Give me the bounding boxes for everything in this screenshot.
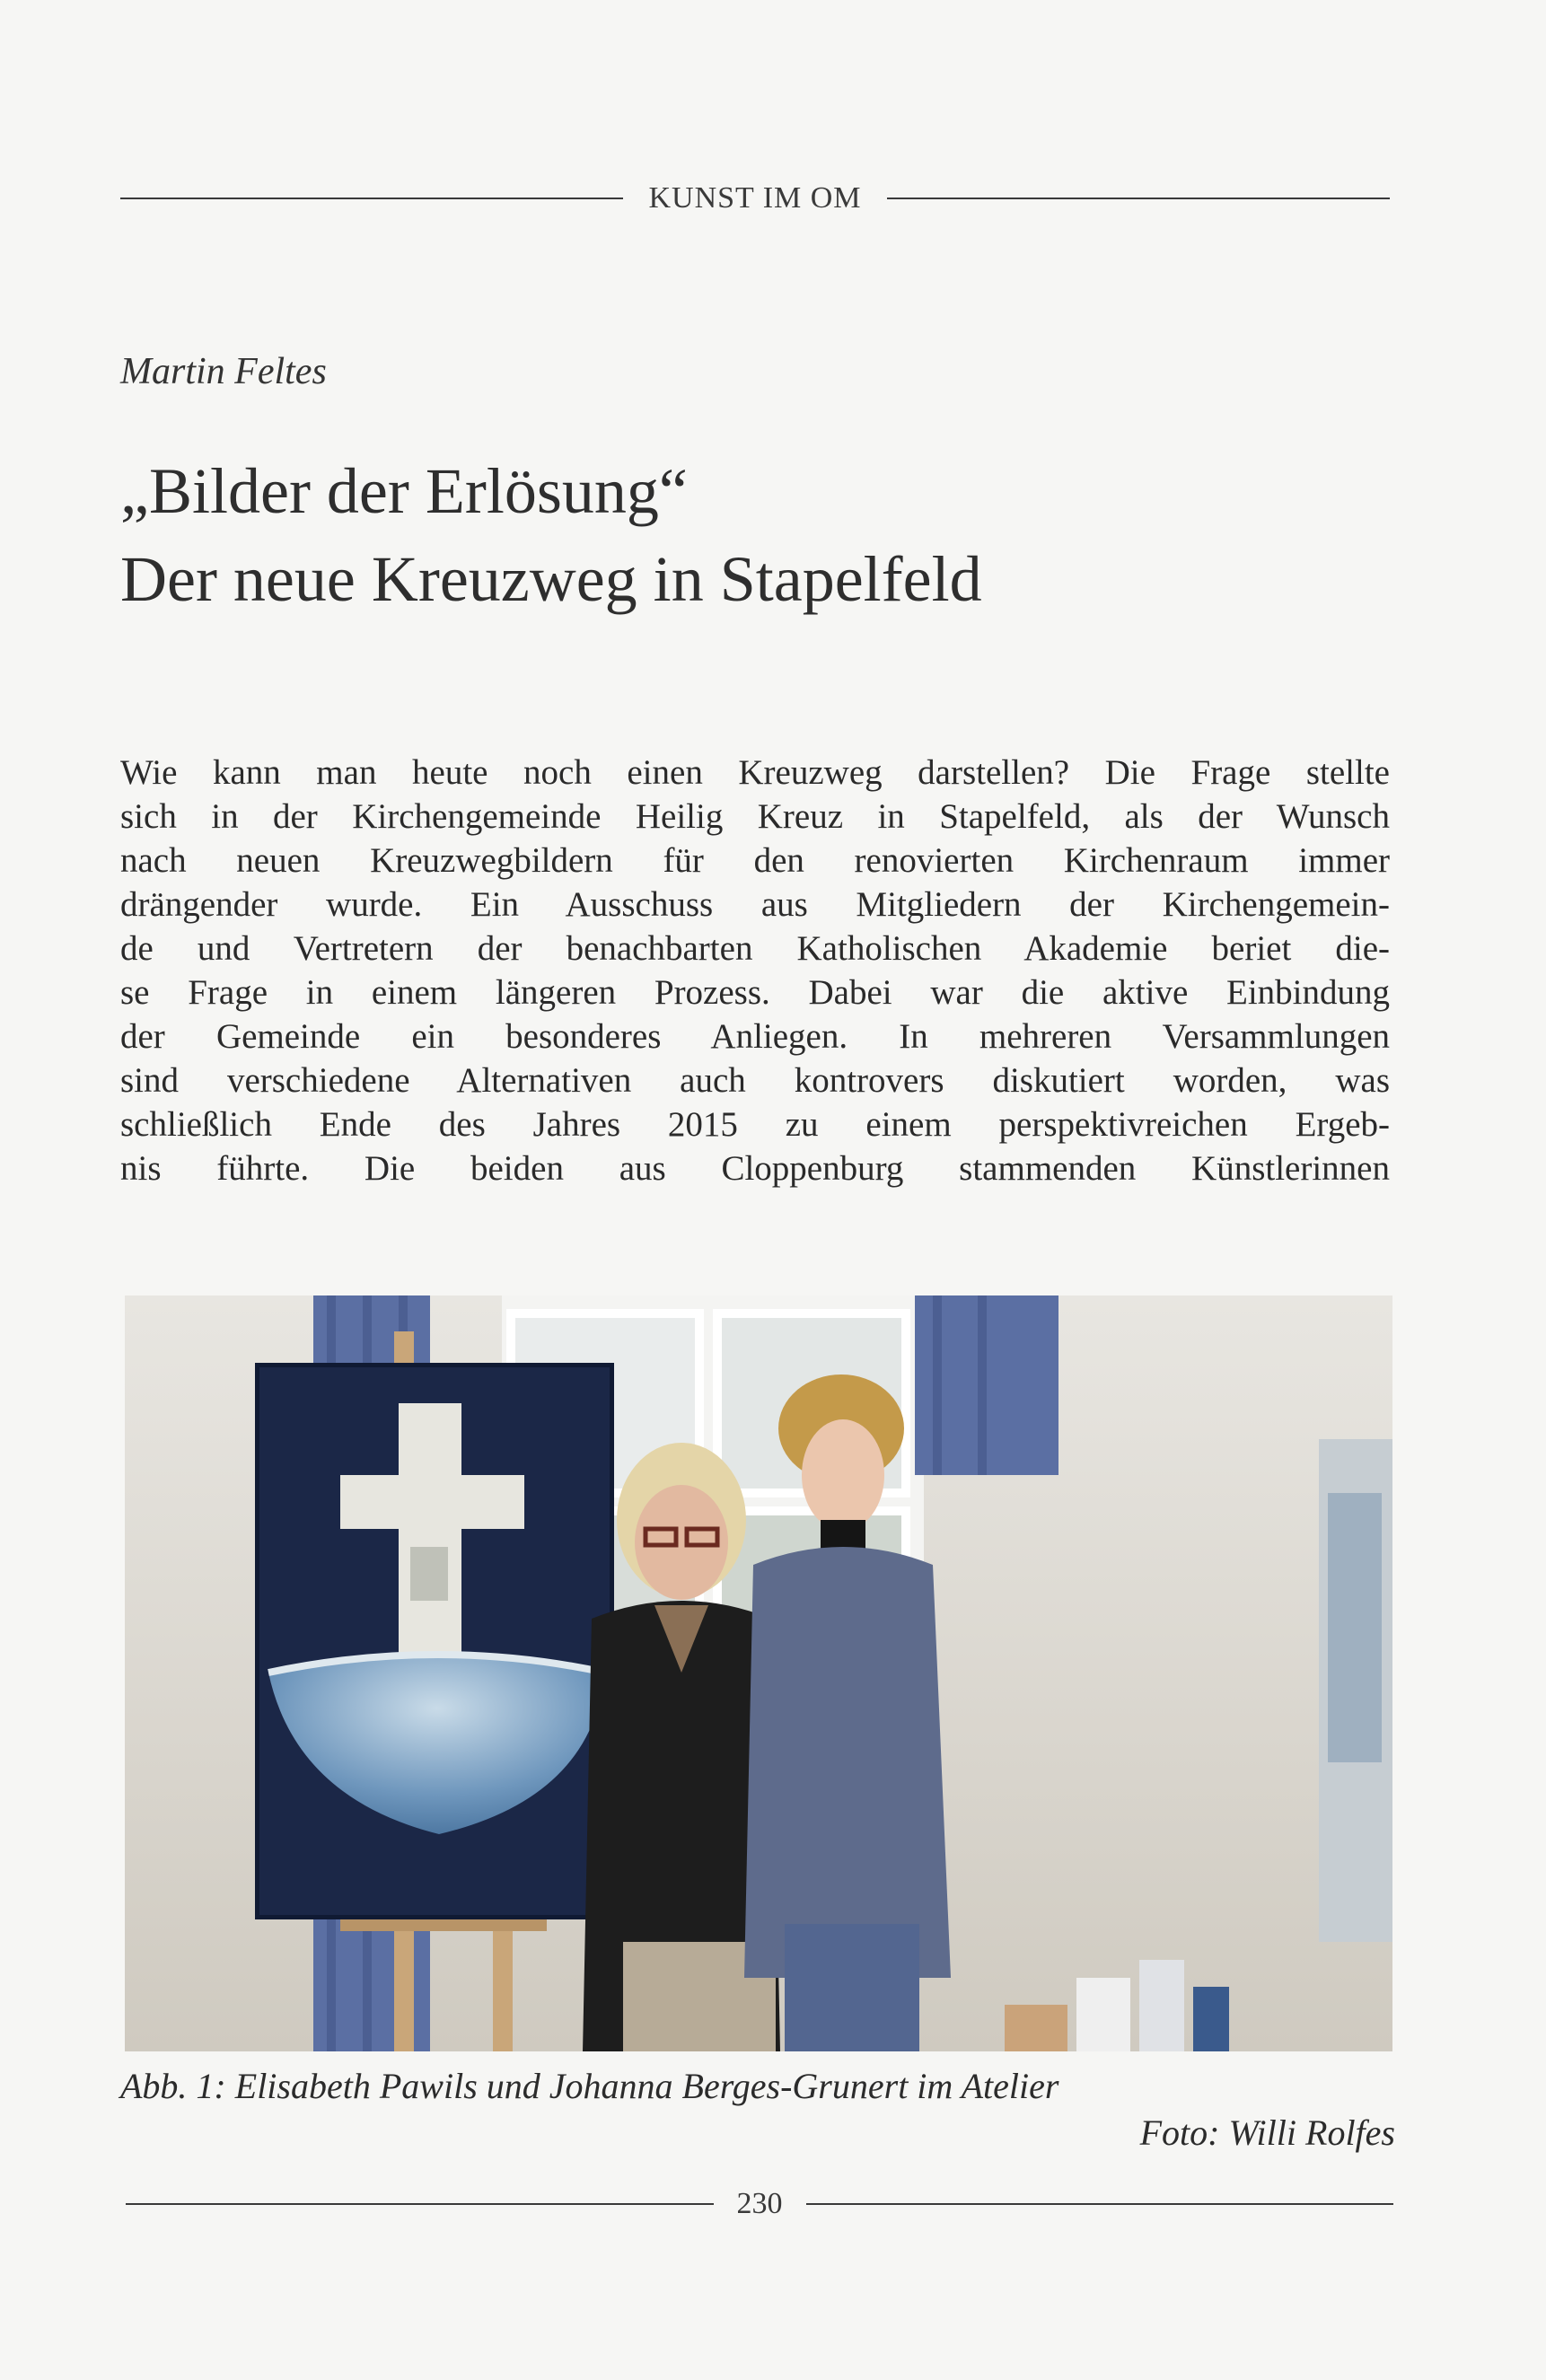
body-line: se Frage in einem längeren Prozess. Dabei war die aktive Einbindung [120,973,1390,1012]
body-line: de und Vertretern der benachbarten Katholischen Akademie beriet die- [120,929,1390,968]
header-rule-right [887,198,1390,199]
footer-rule-left [126,2203,714,2205]
article-title [120,447,1395,623]
body-line: der Gemeinde ein besonderes Anliegen. In mehreren Versammlungen [120,1017,1390,1056]
body-line: sich in der Kirchengemeinde Heilig Kreuz in Stapelfeld, als der Wunsch [120,797,1390,836]
header-rule-left [120,198,623,199]
body-line: nis führte. Die beiden aus Cloppenburg stammenden Künstlerinnen [120,1149,1390,1188]
page-footer [126,2182,1393,2226]
section-label: KUNST IM OM [648,181,862,215]
body-line: schließlich Ende des Jahres 2015 zu einem perspektivreichen Ergeb- [120,1105,1390,1144]
body-line: drängender wurde. Ein Ausschuss aus Mitgliedern der Kirchengemein- [120,885,1390,924]
title-line: „Bilder der Erlösung“ [120,455,688,527]
caption-text: Abb. 1: Elisabeth Pawils und Johanna Berges-Grunert im Atelier [120,2066,1059,2106]
atelier-photo [125,1295,1392,2051]
photo-credit: Foto: Willi Rolfes [1139,2112,1395,2153]
footer-rule-right [806,2203,1394,2205]
article-body [120,751,1390,1190]
body-line: Wie kann man heute noch einen Kreuzweg darstellen? Die Frage stellte [120,753,1390,792]
page-number: 230 [736,2187,783,2220]
body-line: nach neuen Kreuzwegbildern für den renovierten Kirchenraum immer [120,841,1390,880]
running-header [120,176,1390,221]
photo-illustration [125,1295,1392,2051]
author-name: Martin Feltes [120,351,327,392]
body-line: sind verschiedene Alternativen auch kontrovers diskutiert worden, was [120,1061,1390,1100]
title-line: Der neue Kreuzweg in Stapelfeld [120,543,982,615]
figure-caption [120,2063,1395,2156]
